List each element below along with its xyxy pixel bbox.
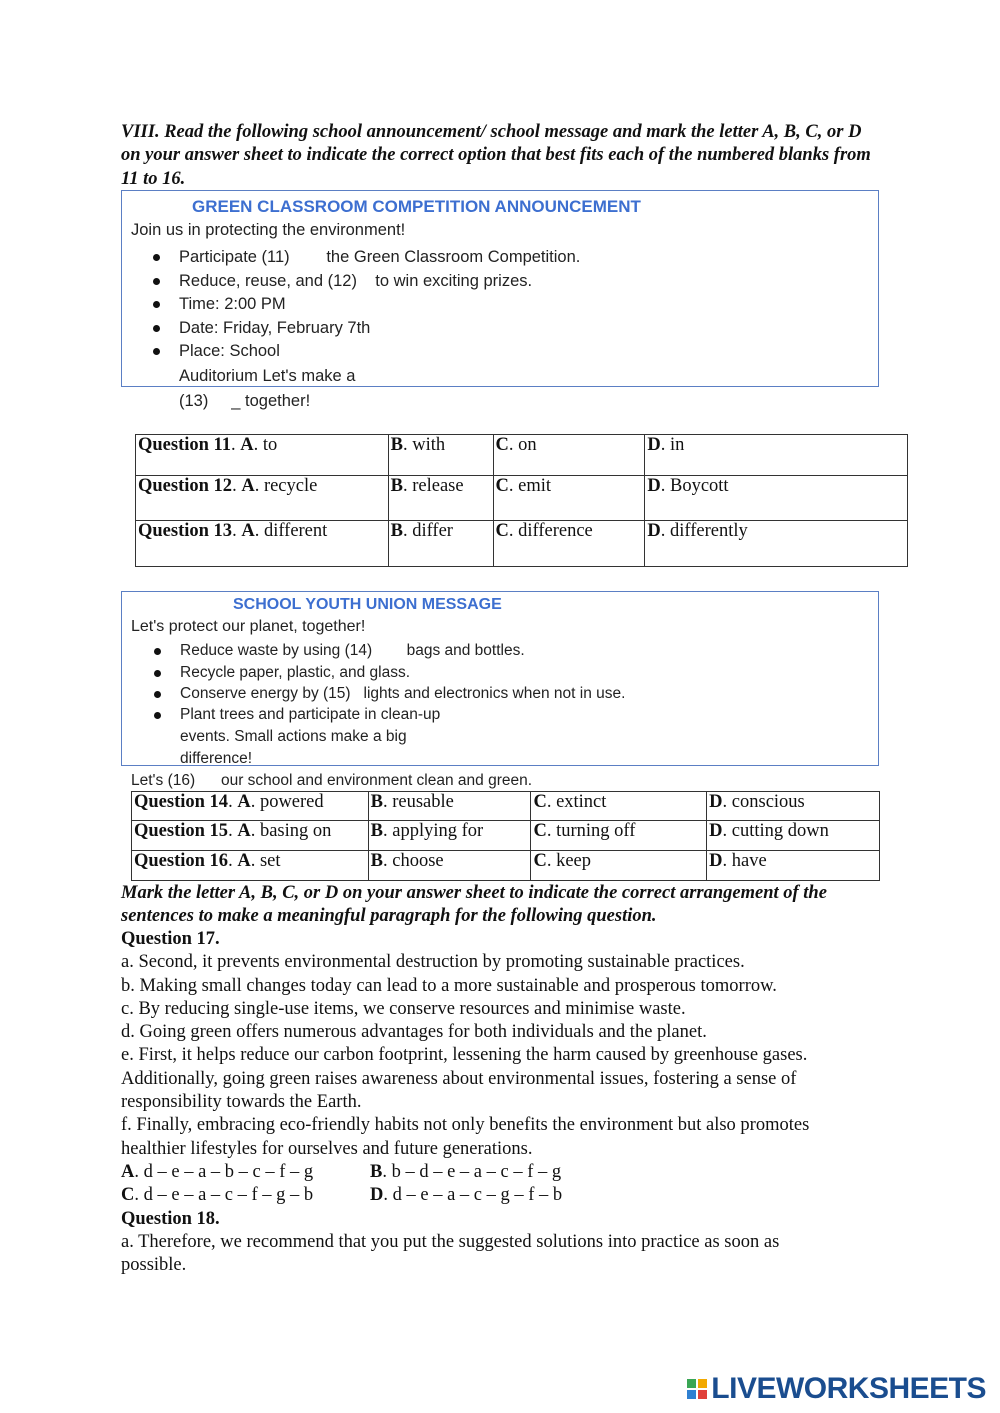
message-title: SCHOOL YOUTH UNION MESSAGE xyxy=(233,596,502,613)
bullet-dot-icon xyxy=(153,325,160,332)
option-c-cell: C. on xyxy=(493,435,645,476)
option-b-cell: B. with xyxy=(388,435,493,476)
option-d-cell: D. have xyxy=(707,851,880,881)
message-bullet xyxy=(180,706,440,724)
bullet-dot-icon xyxy=(154,648,161,655)
option-d: D. d – e – a – c – g – f – b xyxy=(370,1185,563,1206)
announcement-bullet xyxy=(179,295,286,314)
option-d-cell: D. in xyxy=(645,435,908,476)
options-row xyxy=(121,1161,891,1184)
table-row xyxy=(136,521,908,567)
bullet-dot-icon xyxy=(153,348,160,355)
options-row xyxy=(121,1184,891,1207)
bullet-dot-icon xyxy=(154,691,161,698)
bullet-dot-icon xyxy=(153,301,160,308)
message-continuation: difference! xyxy=(180,750,253,767)
message-bullet xyxy=(180,685,625,703)
answer-table-14-16 xyxy=(131,791,880,881)
sentence: healthier lifestyles for ourselves and future generations. xyxy=(121,1138,533,1159)
bullet-dot-icon xyxy=(154,670,161,677)
message-after-line: Let's (16) our school and environment clean and green. xyxy=(131,772,533,789)
question-18-heading: Question 18. xyxy=(121,1208,220,1229)
table-row xyxy=(136,435,908,476)
option-d-cell: D. Boycott xyxy=(645,476,908,521)
arrangement-instruction: Mark the letter A, B, C, or D on your answer sheet to indicate the correct arrangement of the sentences to make a meaningful paragraph for the following question. xyxy=(121,883,827,927)
bullet-dot-icon xyxy=(154,712,161,719)
bullet-text: Plant trees and participate in clean-up xyxy=(180,706,441,723)
announcement-title: GREEN CLASSROOM COMPETITION ANNOUNCEMENT xyxy=(192,197,641,216)
logo-block xyxy=(687,1390,696,1399)
bullet-text: Reduce waste by using (14) bags and bottles. xyxy=(180,642,525,659)
option-c-cell: C. extinct xyxy=(531,792,707,821)
bullet-text: Time: 2:00 PM xyxy=(179,295,286,313)
option-d-cell: D. conscious xyxy=(707,792,880,821)
option-b-cell: B. reusable xyxy=(368,792,531,821)
question-17-heading: Question 17. xyxy=(121,929,220,949)
section-instruction: VIII. Read the following school announcement/ school message and mark the letter A, B, C, or D on your answer sheet to indicate the correct option that best fits each of the numbered blanks from 11 to 16. xyxy=(121,122,871,189)
bullet-text: Reduce, reuse, and (12) to win exciting prizes. xyxy=(179,272,533,290)
message-continuation: events. Small actions make a big xyxy=(180,728,407,745)
option-d-cell: D. cutting down xyxy=(707,821,880,851)
logo-block xyxy=(698,1390,707,1399)
table-row xyxy=(132,792,880,821)
option-c-cell: C. turning off xyxy=(531,821,707,851)
bullet-dot-icon xyxy=(153,278,160,285)
message-bullet xyxy=(180,642,525,660)
question-cell: Question 15. A. basing on xyxy=(132,821,369,851)
option-b: B. b – d – e – a – c – f – g xyxy=(370,1161,562,1182)
question-cell: Question 14. A. powered xyxy=(132,792,369,821)
sentence: d. Going green offers numerous advantages for both individuals and the planet. xyxy=(121,1022,707,1043)
question-17 xyxy=(121,928,891,1277)
bullet-text: Place: School xyxy=(179,342,280,360)
bullet-text: Date: Friday, February 7th xyxy=(179,319,371,337)
answer-table-11-13 xyxy=(135,434,908,567)
option-c-cell: C. keep xyxy=(531,851,707,881)
option-b-cell: B. release xyxy=(388,476,493,521)
logo-block xyxy=(687,1379,696,1388)
option-b-cell: B. choose xyxy=(368,851,531,881)
logo-icon xyxy=(687,1379,707,1399)
question-cell: Question 11. A. to xyxy=(136,435,389,476)
option-a: A. d – e – a – b – c – f – g xyxy=(121,1161,314,1182)
question-cell: Question 13. A. different xyxy=(136,521,389,567)
sentence: responsibility towards the Earth. xyxy=(121,1092,362,1113)
table-row xyxy=(132,851,880,881)
bullet-dot-icon xyxy=(153,254,160,261)
sentence: a. Second, it prevents environmental destruction by promoting sustainable practices. xyxy=(121,952,745,973)
announcement-bullet xyxy=(179,248,580,267)
sentence: b. Making small changes today can lead to a more sustainable and prosperous tomorrow. xyxy=(121,975,777,996)
sentence: possible. xyxy=(121,1255,187,1276)
announcement-continuation: Auditorium Let's make a xyxy=(179,367,356,385)
table-row xyxy=(132,821,880,851)
table-row xyxy=(136,476,908,521)
announcement-continuation: (13) _ together! xyxy=(179,392,311,410)
option-b-cell: B. differ xyxy=(388,521,493,567)
message-bullet xyxy=(180,664,410,682)
option-c-cell: C. emit xyxy=(493,476,645,521)
option-c-cell: C. difference xyxy=(493,521,645,567)
message-intro: Let's protect our planet, together! xyxy=(131,618,366,635)
announcement-bullet xyxy=(179,319,370,338)
bullet-text: Conserve energy by (15) lights and electronics when not in use. xyxy=(180,685,626,702)
liveworksheets-logo xyxy=(687,1372,986,1406)
announcement-bullet xyxy=(179,342,280,361)
option-b-cell: B. applying for xyxy=(368,821,531,851)
question-cell: Question 16. A. set xyxy=(132,851,369,881)
announcement-intro: Join us in protecting the environment! xyxy=(131,221,406,239)
option-c: C. d – e – a – c – f – g – b xyxy=(121,1185,314,1206)
bullet-text: Recycle paper, plastic, and glass. xyxy=(180,664,411,681)
sentence: c. By reducing single-use items, we conserve resources and minimise waste. xyxy=(121,998,686,1019)
option-d-cell: D. differently xyxy=(645,521,908,567)
sentence: f. Finally, embracing eco-friendly habits not only benefits the environment but also promotes xyxy=(121,1115,810,1136)
announcement-bullet xyxy=(179,272,532,291)
sentence: Additionally, going green raises awareness about environmental issues, fostering a sense of xyxy=(121,1068,797,1089)
sentence: e. First, it helps reduce our carbon footprint, lessening the harm caused by greenhouse gases. xyxy=(121,1045,808,1066)
bullet-text: Participate (11) the Green Classroom Competition. xyxy=(179,248,581,266)
logo-block xyxy=(698,1379,707,1388)
question-cell: Question 12. A. recycle xyxy=(136,476,389,521)
logo-text: LIVEWORKSHEETS xyxy=(711,1372,986,1405)
sentence: a. Therefore, we recommend that you put the suggested solutions into practice as soon as xyxy=(121,1231,780,1252)
